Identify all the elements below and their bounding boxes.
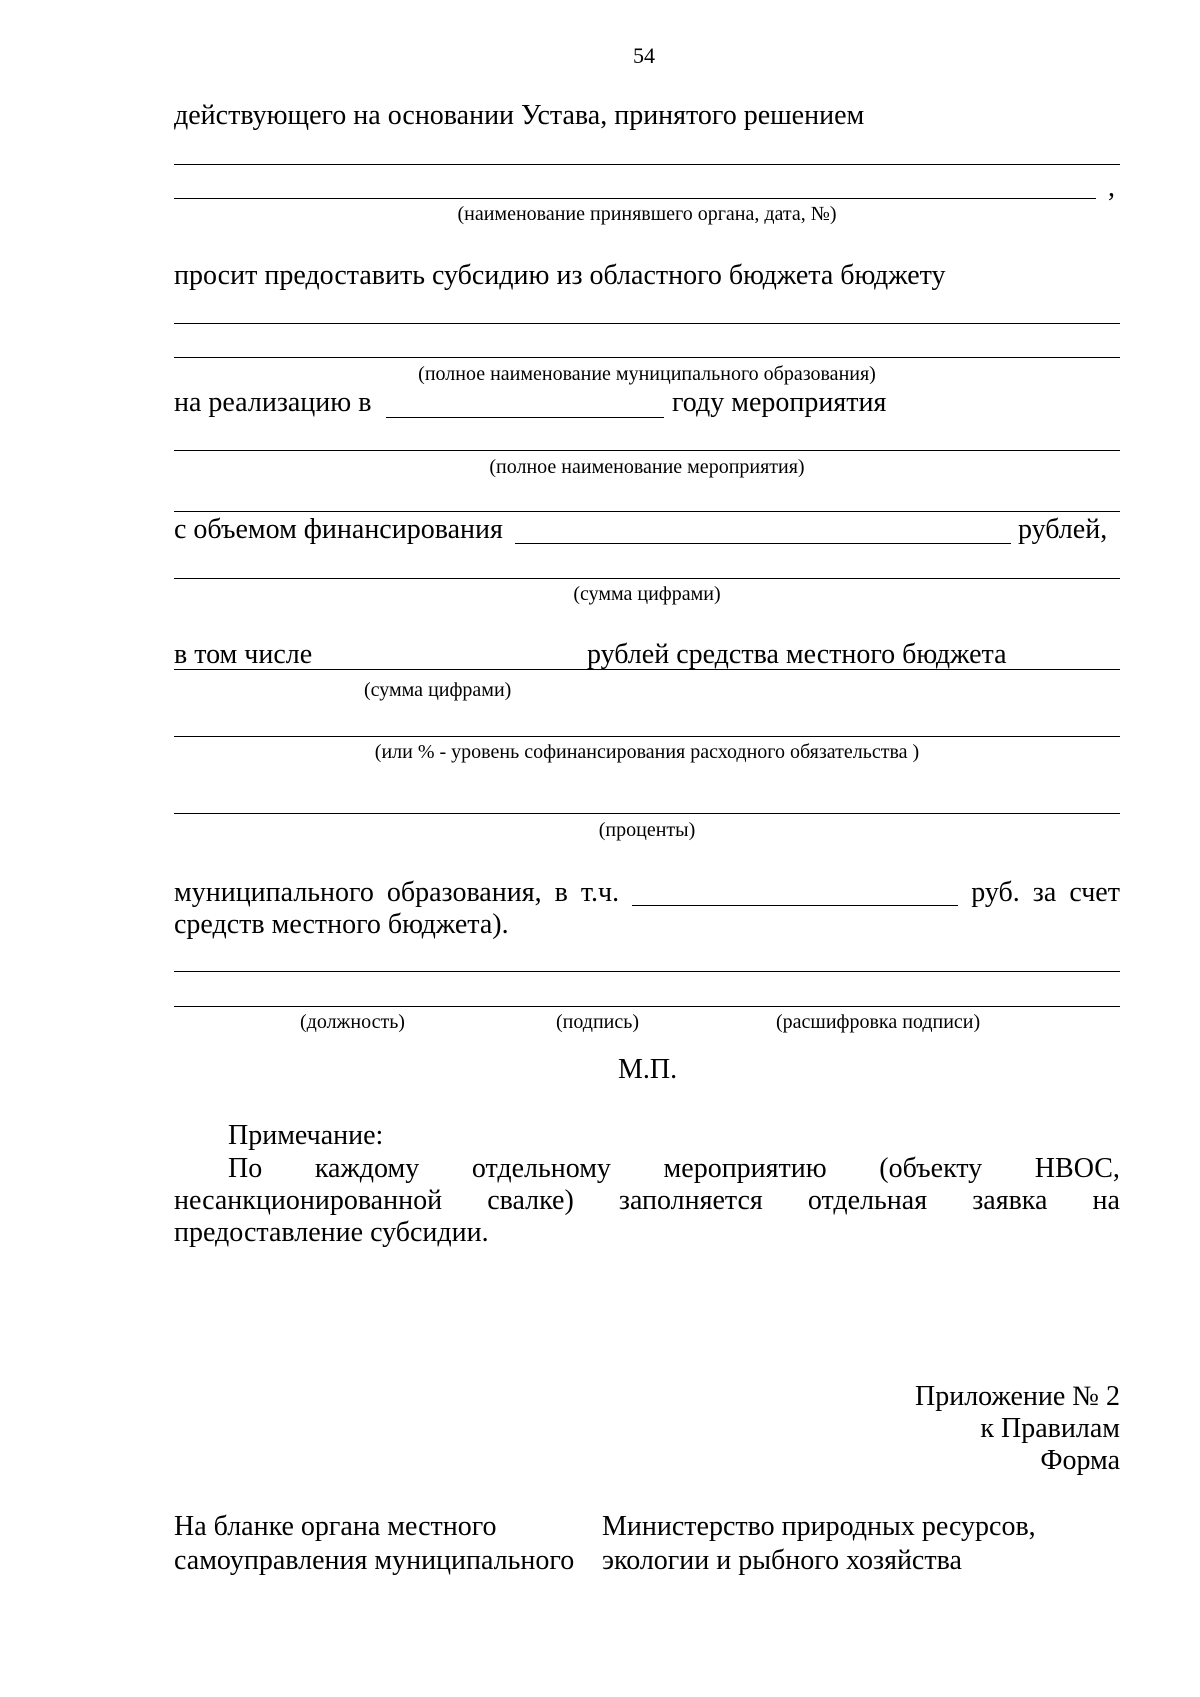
text-realization-suffix: году мероприятия	[672, 387, 887, 418]
blank-line-organ-2	[174, 198, 1096, 199]
word: руб.	[971, 877, 1020, 908]
text-including-suffix: рублей средства местного бюджета	[587, 639, 1007, 670]
blank-line-signature-2	[174, 1006, 1120, 1007]
word: в	[554, 877, 568, 908]
blank-line-percent-level	[174, 736, 1120, 737]
word: свалке)	[487, 1185, 574, 1216]
blank-line-including	[174, 669, 1120, 670]
appendix-number: Приложение № 2	[915, 1381, 1120, 1412]
blank-line-signature-1	[174, 971, 1120, 972]
text-municipal-line2: средств местного бюджета).	[174, 909, 509, 940]
blank-line-event	[174, 450, 1120, 451]
caption-signature: (подпись)	[556, 1011, 640, 1033]
word: за	[1032, 877, 1057, 908]
text-request-subsidy: просит предоставить субсидию из областного бюджета бюджету	[174, 260, 946, 291]
caption-sum-2: (сумма цифрами)	[364, 679, 512, 701]
appendix-form: Форма	[1040, 1445, 1120, 1476]
word: несанкционированной	[174, 1185, 443, 1216]
comma: ,	[1108, 172, 1115, 203]
text-municipal-line1	[174, 877, 1120, 909]
caption-percent-level: (или % - уровень софинансирования расходного обязательства )	[374, 741, 920, 763]
note-line-2	[174, 1185, 1120, 1217]
blank-financing-amount	[515, 543, 1011, 544]
word: По	[228, 1153, 263, 1184]
blank-line-percent	[174, 813, 1120, 814]
caption-organ: (наименование принявшего органа, дата, №)	[457, 203, 837, 225]
caption-event: (полное наименование мероприятия)	[489, 456, 805, 478]
word: счет	[1069, 877, 1120, 908]
caption-sum-1: (сумма цифрами)	[573, 583, 721, 605]
word: заполняется	[618, 1185, 763, 1216]
page-number: 54	[633, 43, 655, 68]
word: мероприятию	[663, 1153, 827, 1184]
blank-line-municipality-2	[174, 357, 1120, 358]
blank-line-financing-words	[174, 578, 1120, 579]
word: каждому	[314, 1153, 420, 1184]
note-line-1	[228, 1153, 1120, 1185]
text-acting-on-charter: действующего на основании Устава, принятого решением	[174, 100, 865, 131]
caption-position: (должность)	[300, 1011, 405, 1033]
note-line-3: предоставление субсидии.	[174, 1217, 489, 1248]
word: (объекту	[879, 1153, 983, 1184]
appendix-rules: к Правилам	[980, 1413, 1120, 1444]
stamp-mark: М.П.	[618, 1054, 678, 1085]
caption-municipality: (полное наименование муниципального образования)	[418, 363, 876, 385]
word: муниципального	[174, 877, 374, 908]
blank-line-financing-top	[174, 511, 1120, 512]
blank-line-municipality-1	[174, 323, 1120, 324]
caption-decoding: (расшифровка подписи)	[776, 1011, 981, 1033]
blank-line-organ-1	[174, 164, 1120, 165]
text-financing-prefix: с объемом финансирования	[174, 514, 503, 545]
blank-municipal-amount	[632, 877, 958, 906]
word: заявка	[972, 1185, 1048, 1216]
right-block-line2: экологии и рыбного хозяйства	[602, 1545, 962, 1576]
note-title: Примечание:	[228, 1120, 384, 1151]
text-including-prefix: в том числе	[174, 639, 313, 670]
right-block-line1: Министерство природных ресурсов,	[602, 1511, 1036, 1542]
word: образования,	[386, 877, 542, 908]
word: т.ч.	[580, 877, 620, 908]
word: отдельная	[807, 1185, 928, 1216]
word: отдельному	[471, 1153, 611, 1184]
word: на	[1092, 1185, 1120, 1216]
word: НВОС,	[1034, 1153, 1120, 1184]
text-realization-prefix: на реализацию в	[174, 387, 372, 418]
text-financing-suffix: рублей,	[1018, 514, 1108, 545]
left-block-line1: На бланке органа местного	[174, 1511, 497, 1542]
left-block-line2: самоуправления муниципального	[174, 1545, 575, 1576]
caption-percent: (проценты)	[598, 819, 696, 841]
blank-year	[386, 417, 664, 418]
